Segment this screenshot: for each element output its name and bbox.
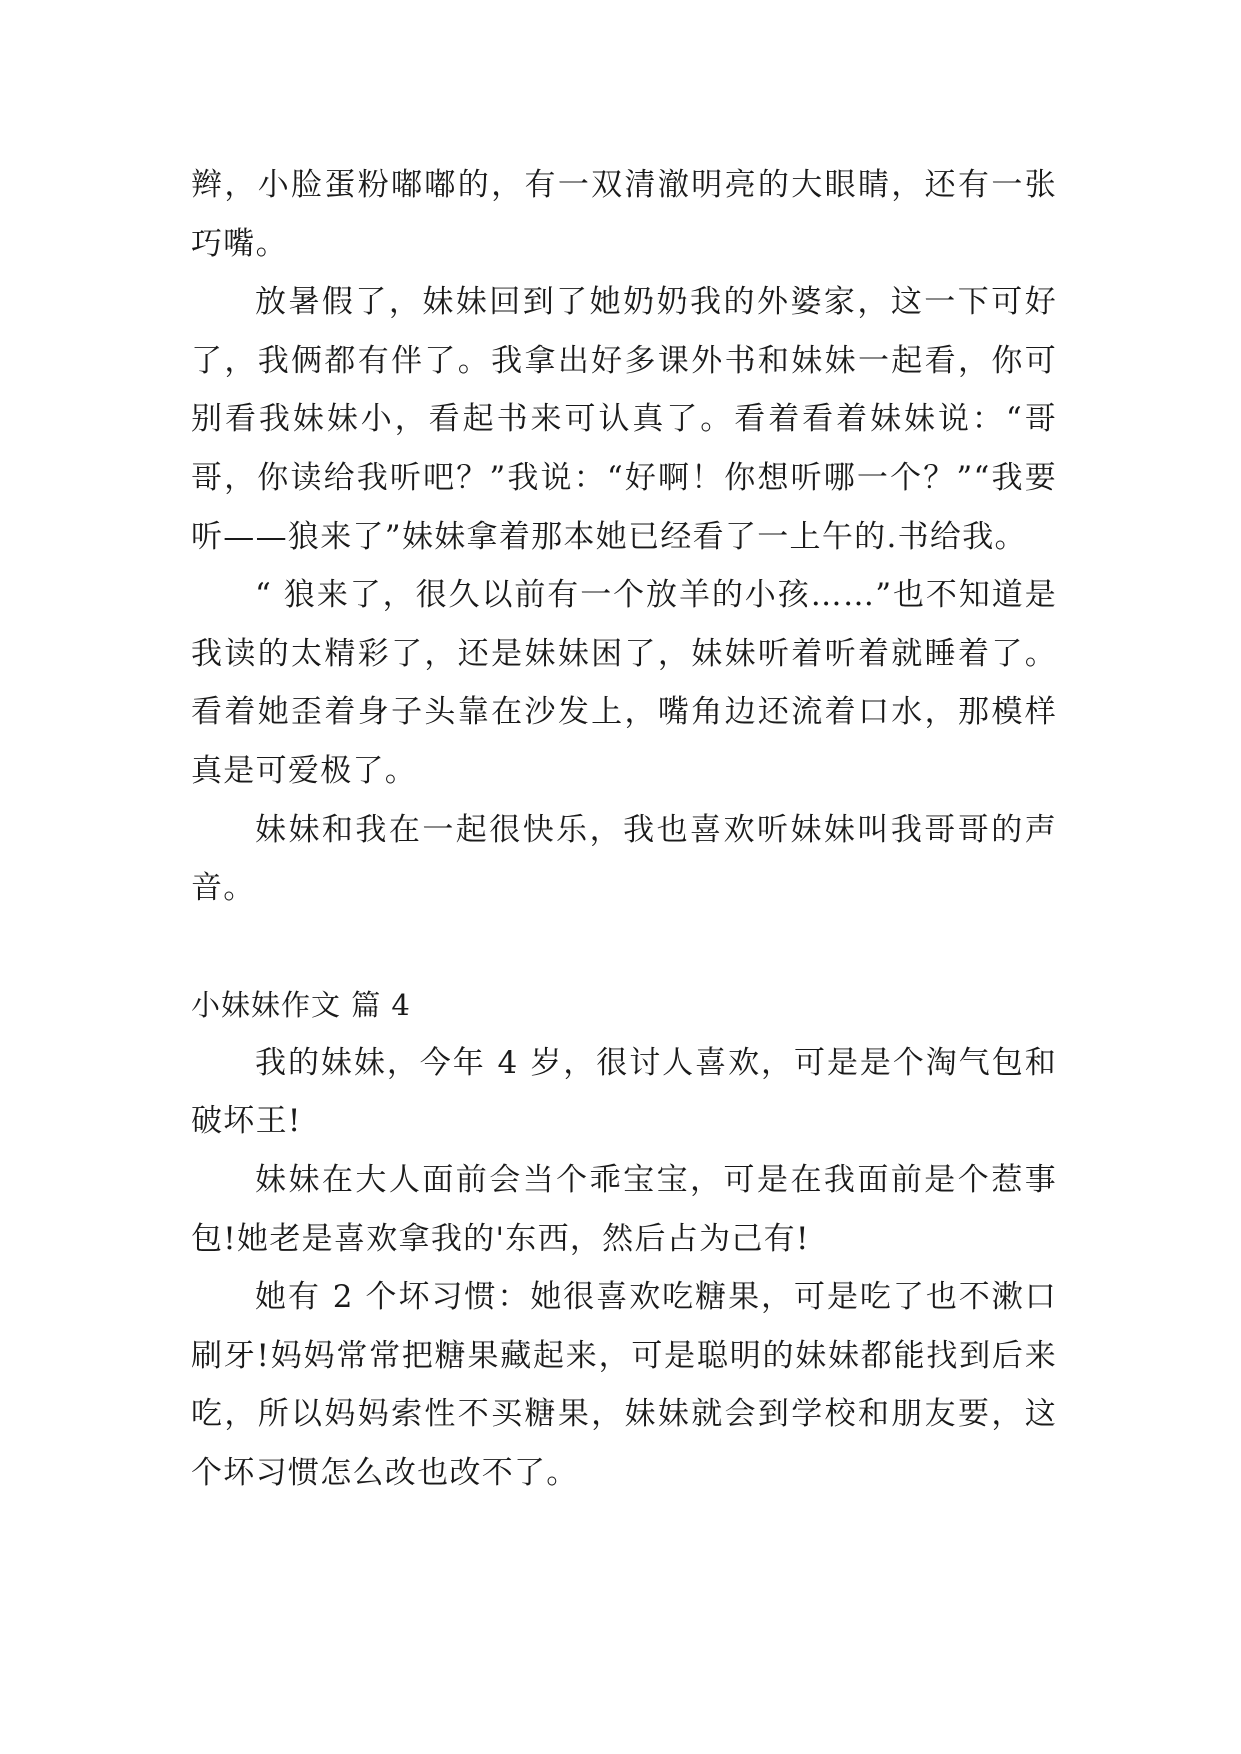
section-spacer [191, 918, 1057, 976]
section-title: 小妹妹作文 篇 4 [191, 987, 411, 1022]
paragraph: “ 狼来了，很久以前有一个放羊的小孩……”也不知道是我读的太精彩了，还是妹妹困了，妹妹听着听着就睡着了。看着她歪着身子头靠在沙发上，嘴角边还流着口水，那模样真是可爱极了。 [191, 577, 1057, 789]
document-body [191, 156, 1057, 1502]
paragraph: 放暑假了，妹妹回到了她奶奶我的外婆家，这一下可好了，我俩都有伴了。我拿出好多课外书和妹妹一起看，你可别看我妹妹小，看起书来可认真了。看着看着妹妹说：“哥哥，你读给我听吧？”我说：“好啊！你想听哪一个？”“我要听——狼来了”妹妹拿着那本她已经看了一上午的.书给我。 [191, 284, 1057, 555]
paragraph: 她有 2 个坏习惯：她很喜欢吃糖果，可是吃了也不漱口刷牙!妈妈常常把糖果藏起来，可是聪明的妹妹都能找到后来吃，所以妈妈索性不买糖果，妹妹就会到学校和朋友要，这个坏习惯怎么改也改不了。 [191, 1279, 1057, 1491]
paragraph: 妹妹和我在一起很快乐，我也喜欢听妹妹叫我哥哥的声音。 [191, 811, 1057, 907]
paragraph: 我的妹妹，今年 4 岁，很讨人喜欢，可是是个淘气包和破坏王! [191, 1044, 1057, 1140]
paragraph: 妹妹在大人面前会当个乖宝宝，可是在我面前是个惹事包!她老是喜欢拿我的'东西，然后占为己有! [191, 1161, 1057, 1257]
paragraph: 辫，小脸蛋粉嘟嘟的，有一双清澈明亮的大眼睛，还有一张巧嘴。 [191, 167, 1057, 262]
